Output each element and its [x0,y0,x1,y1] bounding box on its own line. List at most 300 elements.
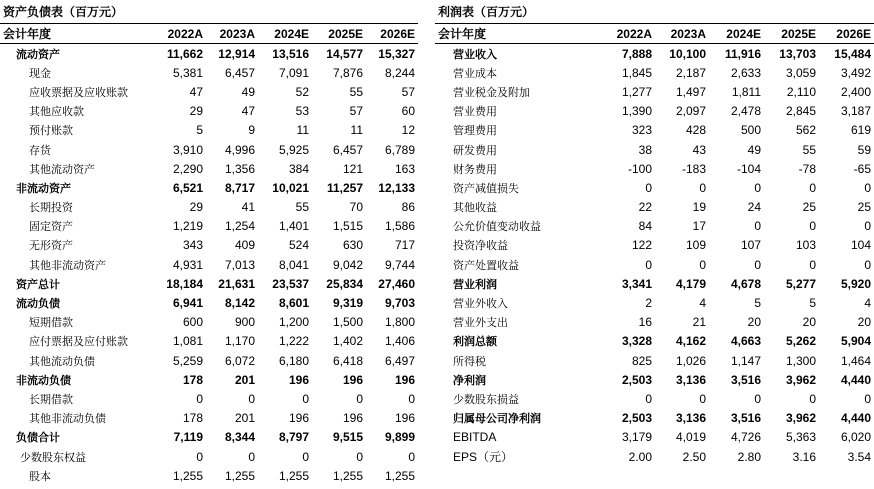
row-value: 5,381 [172,65,203,80]
row-value: 1,170 [224,334,255,349]
row-value: 0 [699,391,706,406]
row-value: 8,717 [224,180,255,195]
row-value: 55 [349,84,363,99]
table-row [435,332,874,351]
row-value: 29 [189,200,203,215]
table-row [0,447,418,466]
row-value: 4,162 [675,334,706,349]
row-value: 0 [408,391,415,406]
row-value: 3,187 [840,104,871,119]
row-value: 2 [645,296,652,311]
row-label: 流动负债 [16,297,60,311]
table-row [435,293,874,312]
row-value: 8,797 [278,430,309,445]
row-value: 600 [182,315,203,330]
row-value: 0 [754,257,761,272]
row-value: 5,904 [840,334,871,349]
row-value: 4,440 [840,372,871,387]
row-value: 0 [699,257,706,272]
row-value: 409 [234,238,255,253]
row-value: 0 [809,219,816,234]
row-label: 营业外收入 [453,297,508,311]
row-value: 1,406 [384,334,415,349]
row-value: 84 [638,219,652,234]
row-value: -78 [798,161,816,176]
table-row [0,293,418,312]
row-value: 2,097 [675,104,706,119]
row-value: 16 [638,315,652,330]
row-value: 3,962 [785,372,816,387]
row-value: 38 [638,142,652,157]
row-value: 9,319 [332,296,363,311]
row-value: 0 [809,391,816,406]
row-value: 1,800 [384,315,415,330]
row-value: 3,341 [621,276,652,291]
row-value: 4,179 [675,276,706,291]
row-value: 3,059 [785,65,816,80]
row-value: 41 [241,200,255,215]
row-value: 1,219 [172,219,203,234]
row-value: 11,916 [724,46,761,61]
row-value: 2,478 [730,104,761,119]
row-value: 1,845 [621,65,652,80]
row-value: 384 [288,161,309,176]
row-value: 5 [809,296,816,311]
row-value: 47 [189,84,203,99]
row-value: 1,255 [384,468,415,483]
row-value: 43 [692,142,706,157]
row-value: 178 [182,411,203,426]
income-statement-panel [435,0,874,466]
row-value: 11,662 [166,46,203,61]
row-value: 9,744 [384,257,415,272]
row-value: 1,500 [332,315,363,330]
row-value: 2,110 [786,84,816,99]
row-label: 投资净收益 [453,239,508,253]
row-value: -65 [853,161,871,176]
row-value: 0 [356,449,363,464]
table-row [0,44,418,64]
row-value: 0 [248,391,255,406]
row-value: 10,100 [669,46,706,61]
row-value: 6,072 [224,353,255,368]
row-value: 11 [350,123,363,138]
row-value: 2.00 [628,449,652,464]
row-value: 0 [645,180,652,195]
table-row [0,409,418,428]
row-label: 其他非流动负债 [29,412,106,426]
row-value: 3,516 [730,411,761,426]
row-label: 研发费用 [453,143,497,157]
row-value: 5,262 [785,334,816,349]
row-value: 0 [356,391,363,406]
row-value: 0 [809,180,816,195]
row-value: 109 [685,238,706,253]
row-value: 13,703 [779,46,816,61]
row-label: 资产减值损失 [453,181,519,195]
row-value: 0 [645,257,652,272]
row-value: 1,255 [332,468,363,483]
row-value: 24 [747,200,761,215]
row-value: 20 [857,315,871,330]
row-value: 8,601 [278,296,309,311]
row-value: -100 [627,161,652,176]
row-value: 323 [631,123,652,138]
table-row [0,332,418,351]
row-value: 57 [401,84,415,99]
row-value: 1,586 [384,219,415,234]
row-value: 4,019 [675,430,706,445]
row-value: 19 [692,200,706,215]
row-value: 3.54 [847,449,871,464]
row-value: 25 [857,200,871,215]
row-label: 短期借款 [29,316,73,330]
table-row [435,236,874,255]
row-value: 7,013 [224,257,255,272]
row-value: 3,492 [840,65,871,80]
row-value: 49 [747,142,761,157]
row-value: 562 [795,123,816,138]
row-value: 12,133 [378,180,415,195]
row-label: 负债合计 [16,431,60,445]
row-value: 2.50 [682,449,706,464]
table-row [0,121,418,140]
table-row [435,63,874,82]
row-value: 29 [189,104,203,119]
row-label: 营业税金及附加 [453,85,530,99]
row-value: 2,290 [172,161,203,176]
row-value: 1,300 [785,353,816,368]
row-label: 预付账款 [29,124,73,138]
table-row [0,198,418,217]
table-row [0,255,418,274]
header-2023a: 2023A [655,24,709,44]
row-value: 178 [182,372,203,387]
row-value: 23,537 [272,276,309,291]
row-value: 1,277 [621,84,652,99]
row-value: 3,910 [172,142,203,157]
row-value: 3,962 [785,411,816,426]
row-value: 20 [802,315,816,330]
row-value: 343 [182,238,203,253]
row-value: 196 [394,372,415,387]
row-label: 其他流动资产 [29,162,95,176]
row-label: 非流动资产 [16,181,71,195]
table-row [435,447,874,466]
row-value: 6,020 [840,430,871,445]
row-value: 6,789 [384,142,415,157]
row-value: 8,041 [278,257,309,272]
header-fiscal-year: 会计年度 [0,24,154,44]
table-row [435,370,874,389]
row-value: 0 [302,391,309,406]
row-value: 1,255 [278,468,309,483]
table-row [435,178,874,197]
header-2022a: 2022A [605,24,655,44]
row-label: 现金 [29,66,51,80]
row-label: 管理费用 [453,124,497,138]
row-label: 其他流动负债 [29,354,95,368]
table-row [0,102,418,121]
row-value: 1,402 [332,334,363,349]
row-label: 营业收入 [453,47,497,61]
row-value: 5,363 [785,430,816,445]
row-value: 55 [802,142,816,157]
table-row [0,370,418,389]
table-row [435,198,874,217]
table-row [0,274,418,293]
header-2026e: 2026E [819,24,874,44]
row-value: 86 [401,200,415,215]
row-value: 3,179 [621,430,652,445]
row-value: 6,180 [278,353,309,368]
row-value: 619 [850,123,871,138]
header-2024e: 2024E [709,24,764,44]
row-value: 1,464 [840,353,871,368]
table-row [0,236,418,255]
table-row [0,313,418,332]
row-value: 2,400 [840,84,871,99]
header-2024e: 2024E [258,24,312,44]
row-label: 营业成本 [453,66,497,80]
row-value: 825 [631,353,652,368]
row-value: 2,503 [621,372,652,387]
row-value: 5 [196,123,203,138]
row-value: 0 [645,391,652,406]
row-value: 4,726 [730,430,761,445]
row-label: 营业外支出 [453,316,508,330]
header-2025e: 2025E [312,24,366,44]
row-value: 25,834 [326,276,363,291]
row-label: 长期投资 [29,201,73,215]
row-value: 4 [864,296,871,311]
row-label: 资产总计 [16,277,60,291]
table-row [0,159,418,178]
row-value: 21,631 [218,276,255,291]
row-value: 4 [699,296,706,311]
row-value: 2,503 [621,411,652,426]
table-row [435,255,874,274]
row-value: 6,457 [332,142,363,157]
table-row [0,217,418,236]
row-label: 所得税 [453,354,486,368]
row-value: 1,255 [172,468,203,483]
header-2026e: 2026E [366,24,418,44]
row-label: EBITDA [453,430,497,445]
row-label: 其他应收款 [29,105,84,119]
row-value: 13,516 [272,46,309,61]
row-value: 53 [295,104,309,119]
table-row [435,102,874,121]
row-value: 9,899 [384,430,415,445]
balance-sheet-panel [0,0,418,485]
table-row [0,178,418,197]
row-label: 长期借款 [29,392,73,406]
row-label: 少数股东权益 [20,450,86,464]
table-row [435,217,874,236]
row-value: 0 [408,449,415,464]
table-row [0,351,418,370]
row-value: 1,497 [675,84,706,99]
row-value: 0 [196,449,203,464]
row-value: 3,136 [675,372,706,387]
row-label: 净利润 [453,373,486,387]
balance-sheet-title: 资产负债表（百万元） [0,0,418,24]
row-value: 8,244 [384,65,415,80]
row-value: 2.80 [737,449,761,464]
row-value: 1,401 [278,219,309,234]
row-label: 其他收益 [453,201,497,215]
row-value: 6,941 [172,296,203,311]
row-label: 公允价值变动收益 [453,220,541,234]
row-value: 4,663 [730,334,761,349]
row-value: 6,521 [172,180,203,195]
row-value: 7,119 [173,430,203,445]
row-value: 0 [248,449,255,464]
row-value: 121 [342,161,363,176]
header-2022a: 2022A [154,24,206,44]
row-label: 财务费用 [453,162,497,176]
row-value: 103 [795,238,816,253]
row-label: 营业费用 [453,105,497,119]
row-value: 10,021 [272,180,309,195]
row-label: 固定资产 [29,220,73,234]
table-row [435,274,874,293]
header-2025e: 2025E [764,24,819,44]
row-value: 196 [394,411,415,426]
row-value: 60 [401,104,415,119]
row-value: 4,440 [840,411,871,426]
table-row [435,428,874,447]
row-label: 资产处置收益 [453,258,519,272]
row-label: 非流动负债 [16,373,71,387]
row-value: 21 [692,315,706,330]
row-label: 利润总额 [453,335,497,349]
row-value: 4,931 [172,257,203,272]
row-label: 应收票据及应收账款 [29,85,128,99]
row-value: 0 [196,391,203,406]
row-value: 7,876 [332,65,363,80]
income-statement-table [435,24,874,466]
row-value: 196 [288,411,309,426]
header-fiscal-year: 会计年度 [435,24,605,44]
table-row [435,313,874,332]
table-row [0,140,418,159]
row-value: 104 [850,238,871,253]
row-value: 25 [802,200,816,215]
table-row [0,466,418,485]
row-value: 196 [342,411,363,426]
row-value: 7,888 [621,46,652,61]
row-label: EPS（元） [453,450,514,465]
table-row [435,159,874,178]
table-row [435,82,874,101]
row-value: 1,081 [172,334,203,349]
row-value: 2,633 [730,65,761,80]
row-value: 1,254 [224,219,255,234]
row-value: 49 [241,84,255,99]
row-label: 流动资产 [16,47,60,61]
row-value: 122 [631,238,652,253]
row-value: 0 [864,257,871,272]
income-statement-body [435,44,874,467]
row-value: 8,142 [224,296,255,311]
row-value: 59 [857,142,871,157]
row-value: 201 [234,372,255,387]
row-value: 5,259 [172,353,203,368]
row-value: 57 [349,104,363,119]
row-value: 7,091 [278,65,309,80]
row-value: 428 [685,123,706,138]
row-value: 12 [401,123,415,138]
table-row [435,140,874,159]
row-value: 12,914 [218,46,255,61]
table-row [435,44,874,64]
row-value: 4,996 [224,142,255,157]
row-value: 55 [295,200,309,215]
row-label: 归属母公司净利润 [453,412,541,426]
header-2023a: 2023A [206,24,258,44]
row-label: 股本 [29,469,51,483]
table-row [0,389,418,408]
row-value: 27,460 [378,276,415,291]
row-value: 1,255 [224,468,255,483]
row-value: 1,200 [278,315,309,330]
table-row [0,82,418,101]
row-value: 11 [296,123,309,138]
table-row [435,351,874,370]
row-value: 1,222 [278,334,309,349]
row-value: -183 [681,161,706,176]
row-value: 6,457 [224,65,255,80]
row-value: 22 [638,200,652,215]
row-value: 0 [754,219,761,234]
row-value: 1,515 [332,219,363,234]
row-value: 70 [349,200,363,215]
table-row [0,63,418,82]
row-value: 1,026 [675,353,706,368]
row-value: 5 [754,296,761,311]
row-label: 存货 [29,143,51,157]
row-value: 3,516 [730,372,761,387]
row-value: 9,703 [384,296,415,311]
row-label: 无形资产 [29,239,73,253]
row-value: 0 [754,391,761,406]
row-value: 3.16 [792,449,816,464]
row-value: 5,920 [840,276,871,291]
row-label: 营业利润 [453,277,497,291]
row-value: -104 [736,161,761,176]
row-value: 9,042 [332,257,363,272]
row-value: 196 [342,372,363,387]
row-value: 0 [864,180,871,195]
row-value: 900 [234,315,255,330]
row-value: 9 [248,123,255,138]
row-value: 0 [864,219,871,234]
row-value: 11,257 [326,180,363,195]
row-value: 0 [809,257,816,272]
row-value: 1,147 [730,353,761,368]
balance-sheet-header-row [0,24,418,44]
income-statement-header-row [435,24,874,44]
row-value: 52 [295,84,309,99]
row-value: 20 [747,315,761,330]
table-row [435,409,874,428]
row-value: 1,356 [224,161,255,176]
row-value: 196 [288,372,309,387]
table-row [435,389,874,408]
row-value: 14,577 [326,46,363,61]
